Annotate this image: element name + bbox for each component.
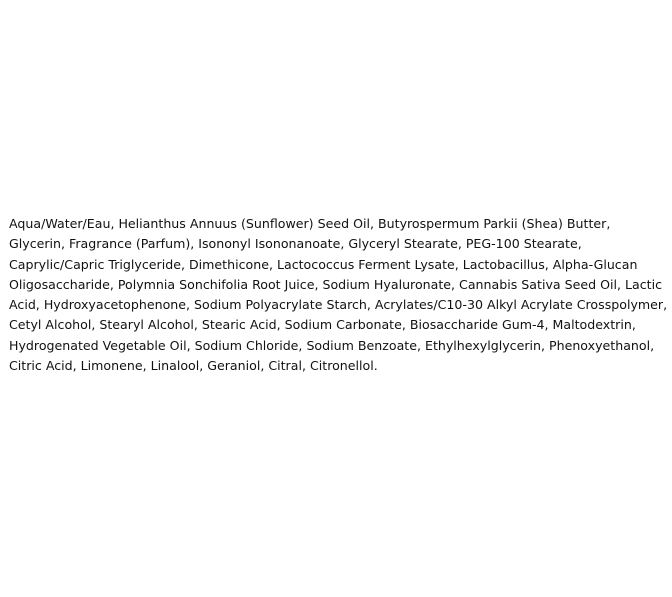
ingredients-line-1: Aqua/Water/Eau, Helianthus Annuus (Sunflower) Seed Oil, Butyrospermum Parkii (Shea) Butter,	[9, 216, 611, 231]
ingredients-line-6: Cetyl Alcohol, Stearyl Alcohol, Stearic Acid, Sodium Carbonate, Biosaccharide Gum-4, Maltodextrin,	[9, 317, 636, 333]
ingredients-list	[9, 214, 671, 376]
ingredients-line-3: Caprylic/Capric Triglyceride, Dimethicone, Lactococcus Ferment Lysate, Lactobacillus, Alpha-Glucan	[9, 256, 638, 272]
ingredients-line-7: Hydrogenated Vegetable Oil, Sodium Chloride, Sodium Benzoate, Ethylhexylglycerin, Phenoxyethanol,	[9, 337, 655, 353]
ingredients-line-8: Citric Acid, Limonene, Linalool, Geraniol, Citral, Citronellol.	[9, 358, 378, 374]
ingredients-line-4: Oligosaccharide, Polymnia Sonchifolia Root Juice, Sodium Hyaluronate, Cannabis Sativa Seed Oil, Lactic	[9, 276, 663, 292]
ingredients-line-2: Glycerin, Fragrance (Parfum), Isononyl Isononanoate, Glyceryl Stearate, PEG-100 Stearate,	[9, 236, 582, 252]
ingredients-line-5: Acid, Hydroxyacetophenone, Sodium Polyacrylate Starch, Acrylates/C10-30 Alkyl Acrylate Crosspolymer,	[9, 297, 668, 313]
